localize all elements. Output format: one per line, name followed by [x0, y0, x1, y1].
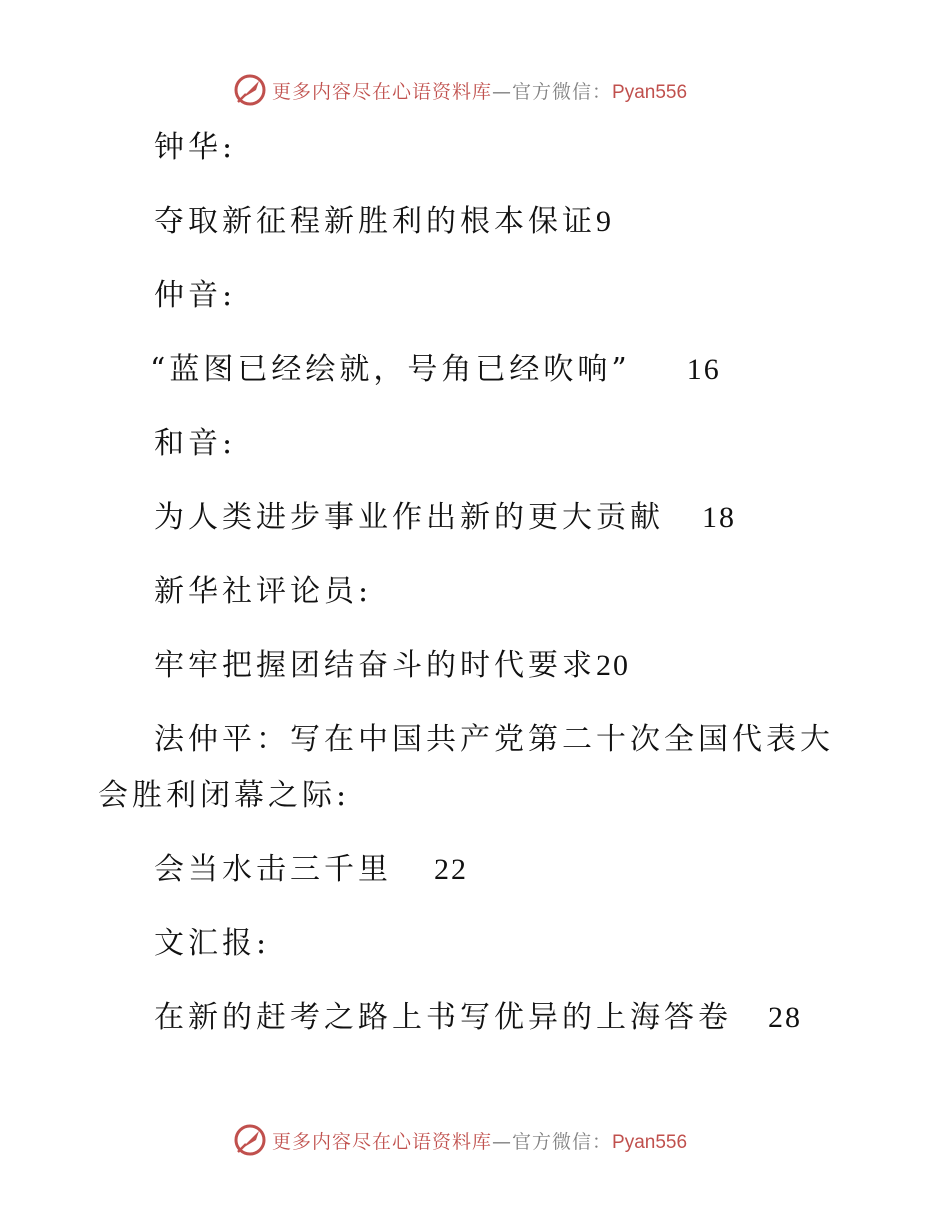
toc-author: 文汇报:: [154, 926, 271, 961]
toc-page-number: 9: [596, 205, 613, 238]
toc-title: 在新的赶考之路上书写优异的上海答卷: [154, 1000, 732, 1035]
quill-pen-logo-icon: [232, 72, 268, 108]
footer-watermark: [232, 1120, 687, 1160]
toc-page-number: 16: [686, 353, 721, 386]
toc-page-number: 18: [702, 501, 736, 534]
toc-title: 会当水击三千里: [154, 852, 392, 887]
toc-title: 为人类进步事业作出新的更大贡献: [154, 500, 664, 535]
toc-page-number: 22: [434, 853, 468, 886]
toc-author: 钟华:: [154, 130, 237, 165]
toc-entry: [154, 200, 613, 244]
toc-author: 新华社评论员:: [154, 574, 373, 609]
toc-entry: [154, 996, 802, 1040]
toc-author: 和音:: [154, 426, 237, 461]
watermark-text: 更多内容尽在心语资料库—官方微信：Pyan556: [272, 1130, 688, 1153]
toc-page-number: 20: [596, 649, 630, 682]
quill-pen-logo-icon: [232, 1122, 268, 1158]
toc-title: 夺取新征程新胜利的根本保证: [154, 204, 596, 239]
header-watermark: [232, 70, 687, 110]
toc-page-number: 28: [768, 1001, 802, 1034]
toc-entry: [154, 848, 468, 892]
toc-entry: [154, 644, 630, 688]
toc-author: 仲音:: [154, 278, 237, 313]
toc-title: “蓝图已经绘就，号角已经吹响”: [150, 352, 631, 387]
toc-author: 法仲平：写在中国共产党第二十次全国代表大会胜利闭幕之际:: [98, 722, 834, 813]
toc-entry: [154, 496, 736, 540]
watermark-text: 更多内容尽在心语资料库—官方微信：Pyan556: [272, 80, 688, 103]
toc-entry: [150, 348, 721, 392]
toc-title: 牢牢把握团结奋斗的时代要求: [154, 648, 596, 683]
